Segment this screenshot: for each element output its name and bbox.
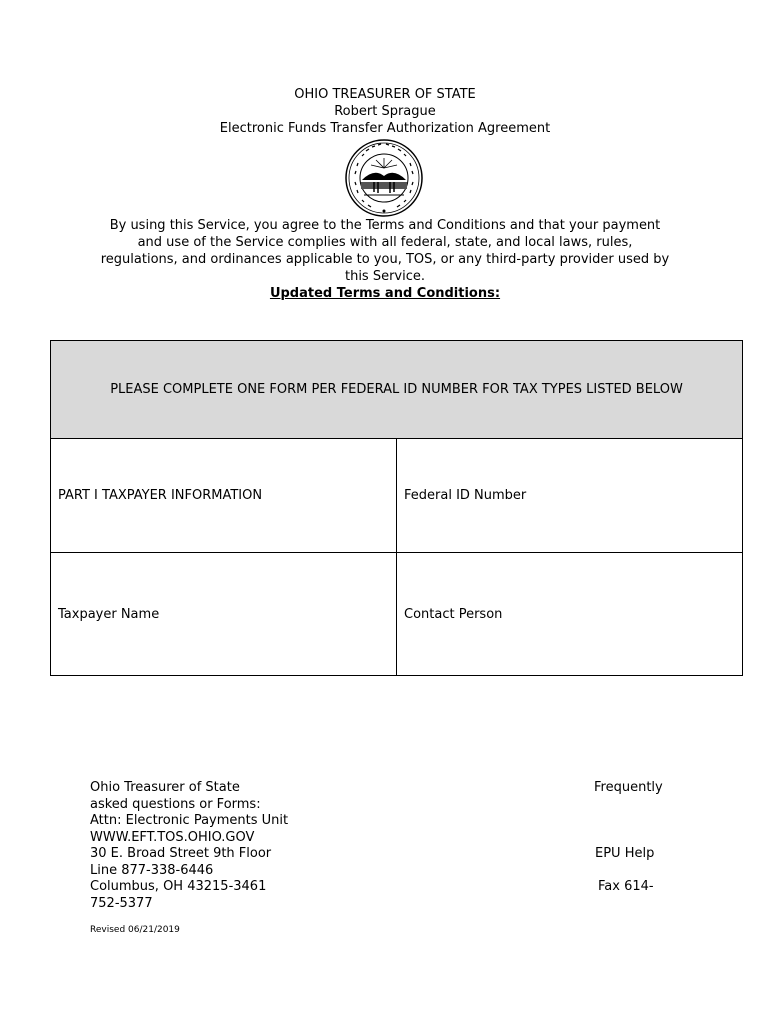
form-instruction: PLEASE COMPLETE ONE FORM PER FEDERAL ID NUMBER FOR TAX TYPES LISTED BELOW (51, 341, 742, 439)
taxpayer-form-table (50, 340, 743, 676)
address-line: 752-5377 (90, 895, 153, 911)
address-line: Line 877-338-6446 (90, 862, 214, 878)
intro-text: By using this Service, you agree to the Terms and Conditions and that your payment and use of the Service complies with all federal, state, and local laws, rules, regulations, and ordinances applicable to you, TOS, or any third-party provider used by this Service. (100, 218, 670, 284)
revision-date: Revised 06/21/2019 (90, 925, 180, 935)
address-line: Columbus, OH 43215-3461 (90, 879, 267, 894)
part1-heading-cell (51, 439, 397, 553)
address-line: asked questions or Forms: (90, 796, 261, 812)
fax-label: Fax 614- (598, 879, 654, 894)
updated-terms-link[interactable]: Updated Terms and Conditions: (269, 286, 501, 301)
official-name: Robert Sprague (334, 104, 436, 119)
agency-name: OHIO TREASURER OF STATE (294, 87, 476, 102)
federal-id-label: Federal ID Number (404, 488, 527, 503)
contact-person-label: Contact Person (404, 606, 503, 622)
federal-id-field[interactable] (397, 439, 742, 553)
service-agreement-intro (100, 217, 670, 302)
address-line: 30 E. Broad Street 9th Floor (90, 846, 272, 861)
form-title: Electronic Funds Transfer Authorization Agreement (219, 121, 551, 136)
ohio-great-seal-icon (344, 138, 424, 218)
taxpayer-name-label: Taxpayer Name (58, 606, 160, 622)
part1-label: PART I TAXPAYER INFORMATION (58, 488, 263, 503)
contact-person-field[interactable] (397, 553, 742, 675)
address-line: Ohio Treasurer of State (90, 780, 240, 795)
taxpayer-name-field[interactable] (51, 553, 397, 675)
eft-website-link[interactable]: WWW.EFT.TOS.OHIO.GOV (90, 829, 255, 845)
document-header (0, 86, 770, 137)
epu-help-label: EPU Help (595, 846, 655, 861)
treasurer-address-block (90, 780, 350, 912)
frequently-label: Frequently (594, 780, 663, 795)
address-line: Attn: Electronic Payments Unit (90, 813, 289, 828)
